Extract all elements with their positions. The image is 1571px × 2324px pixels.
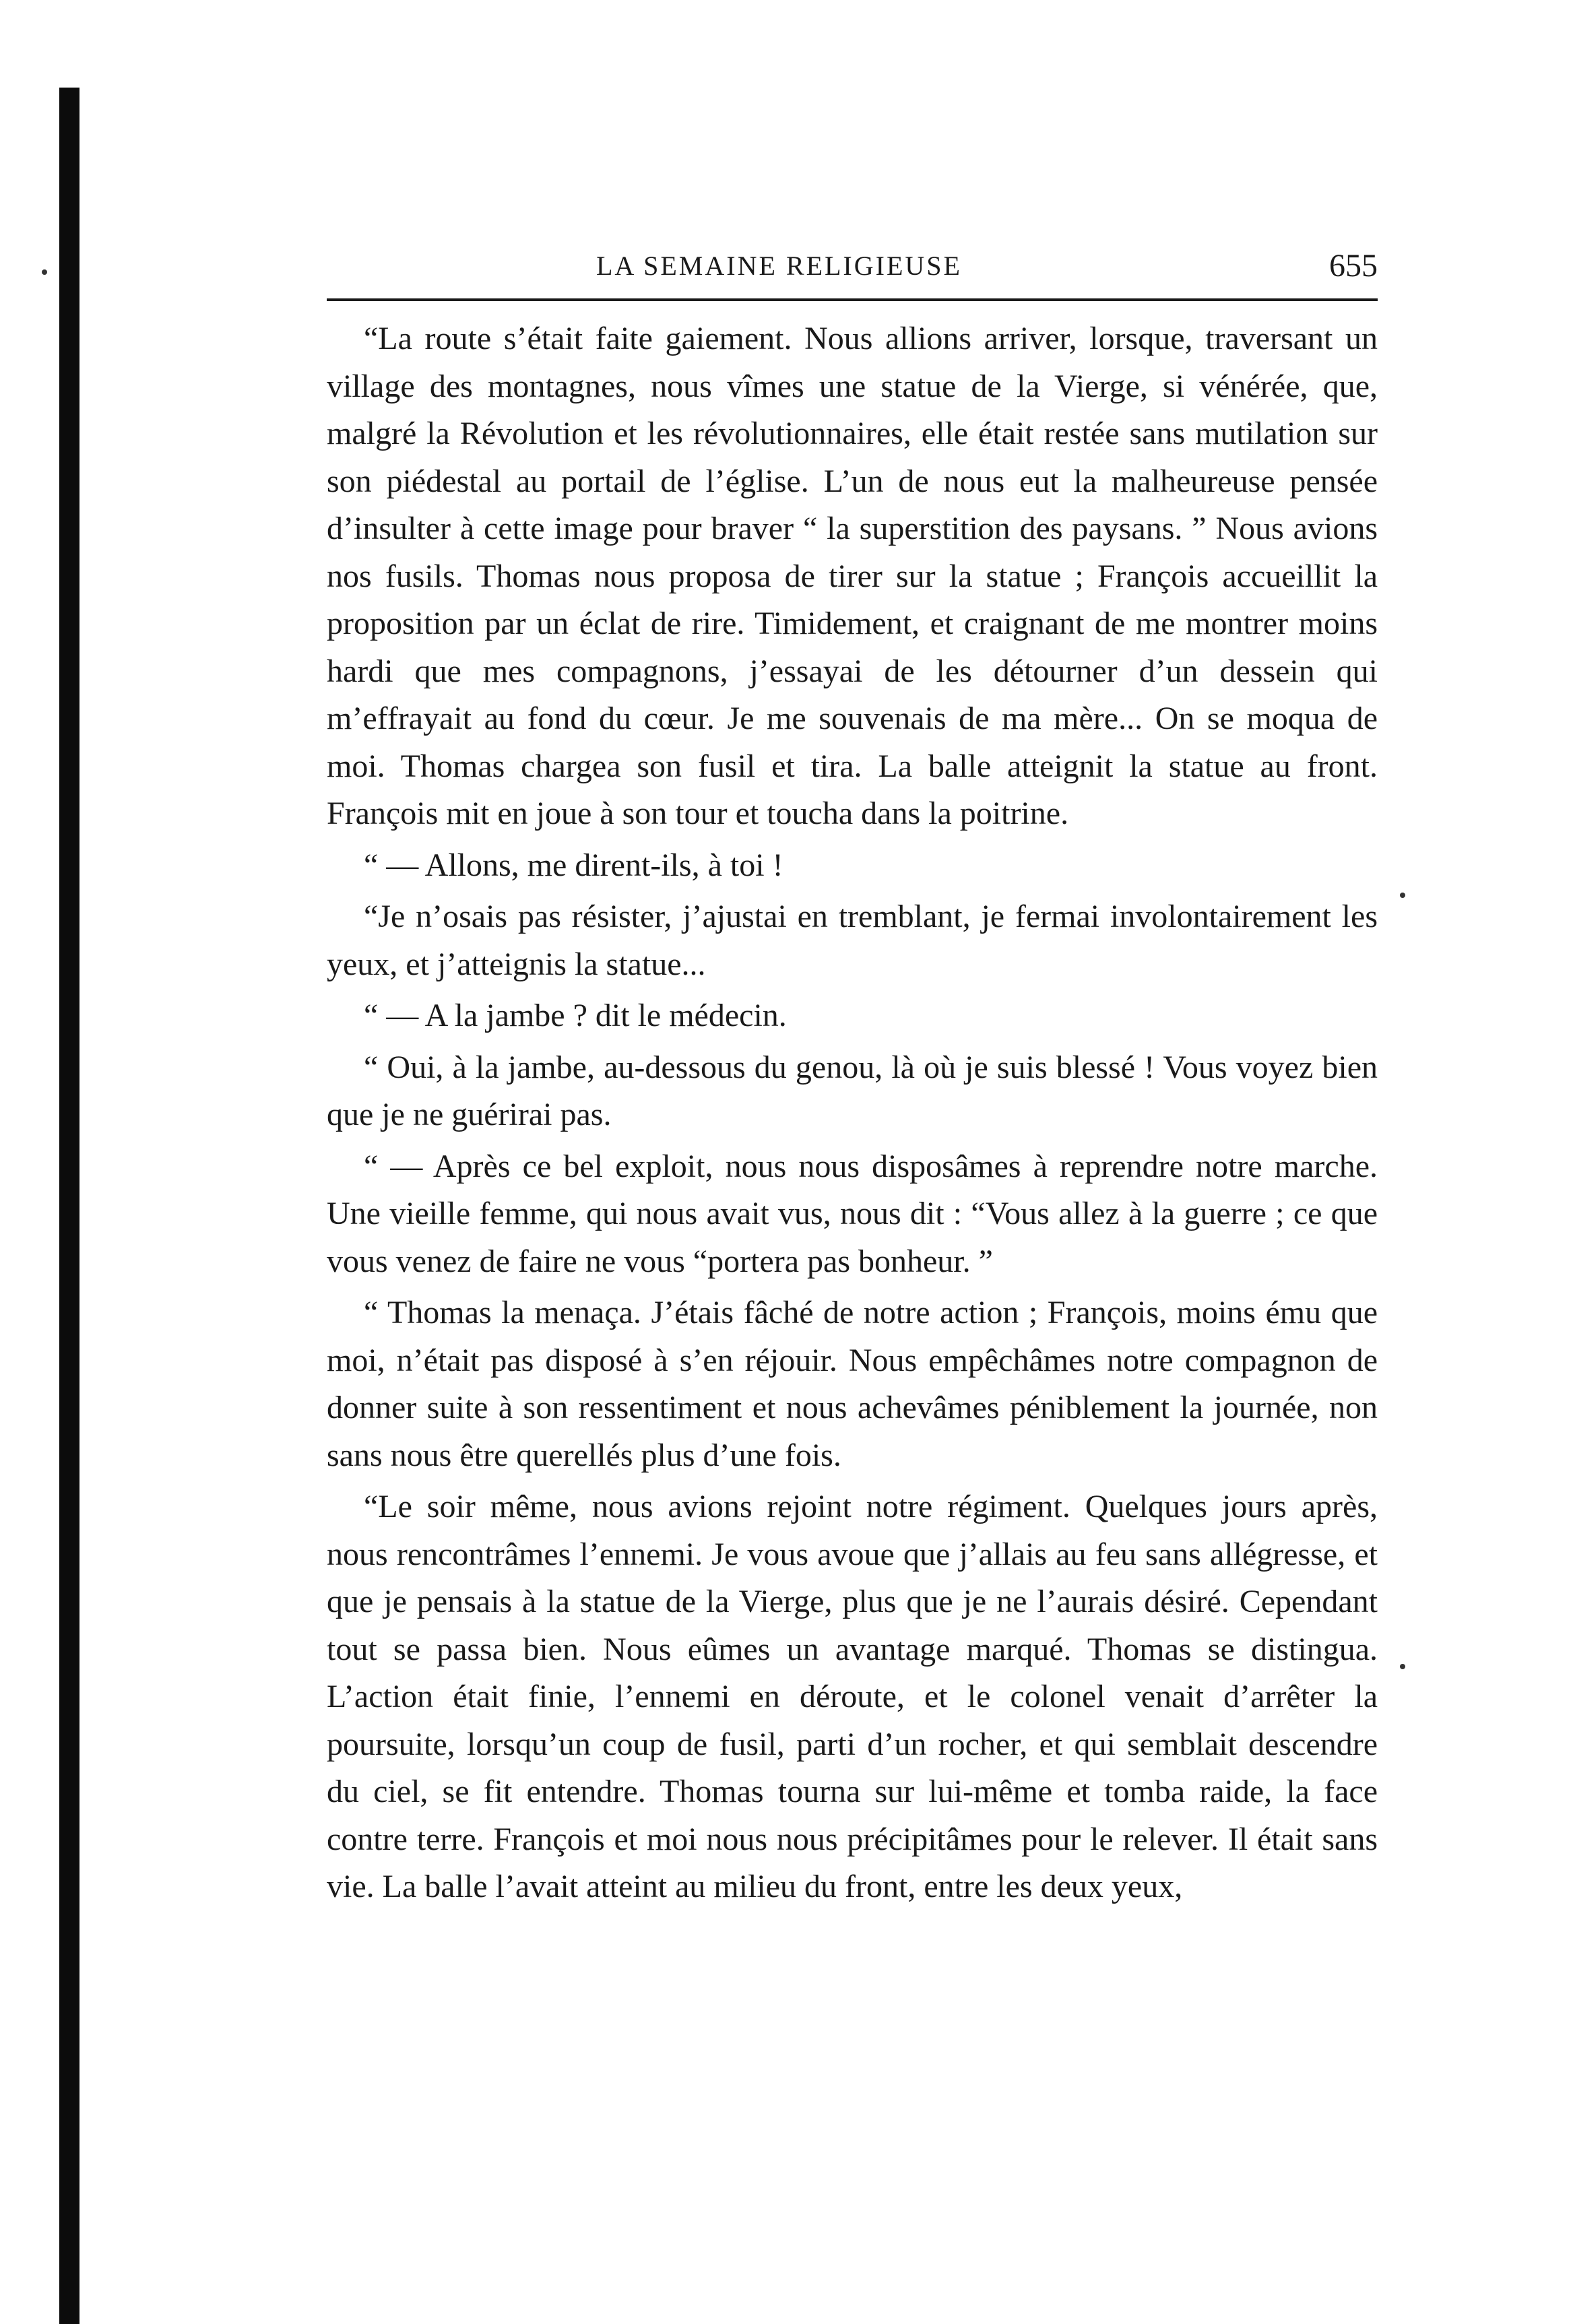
paragraph: “ Thomas la menaça. J’étais fâché de notre action ; François, moins ému que moi, n’était pas disposé à s’en réjouir. Nous empêchâmes notre compagnon de donner suite à son ressentiment et nous achevâmes péniblement la journée, non sans nous être querellés plus d’une fois. bbox=[327, 1295, 1378, 1473]
body-text bbox=[327, 315, 1378, 1915]
paragraph: “La route s’était faite gaiement. Nous allions arriver, lorsque, traversant un village des montagnes, nous vîmes une statue de la Vierge, si vénérée, que, malgré la Révolution et les révolutionnaires, elle était restée sans mutilation sur son piédestal au portail de l’église. L’un de nous eut la malheureuse pensée d’insulter à cette image pour braver “ la superstition des paysans. ” Nous avions nos fusils. Thomas nous proposa de tirer sur la statue ; François accueillit la proposition par un éclat de rire. Timidement, et craignant de me montrer moins hardi que mes compagnons, j’essayai de les détourner d’un dessein qui m’effrayait au fond du cœur. Je me souvenais de ma mère... On se moqua de moi. Thomas chargea son fusil et tira. La balle atteignit la statue au front. François mit en joue à son tour et toucha dans la poitrine. bbox=[327, 321, 1378, 831]
paragraph: “Je n’osais pas résister, j’ajustai en tremblant, je fermai involontairement les yeux, et j’atteignis la statue... bbox=[327, 899, 1378, 982]
paragraph: “ Oui, à la jambe, au-dessous du genou, là où je suis blessé ! Vous voyez bien que je ne guérirai pas. bbox=[327, 1049, 1378, 1132]
paragraph: “ — Après ce bel exploit, nous nous disposâmes à reprendre notre marche. Une vieille femme, qui nous avait vus, nous dit : “Vous allez à la guerre ; ce que vous venez de faire ne vous “portera pas bonheur. ” bbox=[327, 1148, 1378, 1279]
scan-speck bbox=[1400, 1664, 1405, 1669]
paragraph: “ — A la jambe ? dit le médecin. bbox=[364, 998, 787, 1033]
paragraph: “ — Allons, me dirent-ils, à toi ! bbox=[364, 847, 783, 883]
page-binding-edge bbox=[59, 88, 79, 2324]
page-header bbox=[327, 243, 1378, 296]
running-title: LA SEMAINE RELIGIEUSE bbox=[596, 251, 962, 281]
header-rule bbox=[327, 298, 1378, 301]
page-number: 655 bbox=[1329, 248, 1378, 284]
paragraph: “Le soir même, nous avions rejoint notre régiment. Quelques jours après, nous rencontrâmes l’ennemi. Je vous avoue que j’allais au feu sans allégresse, et que je pensais à la statue de la Vierge, plus que je ne l’aurais désiré. Cependant tout se passa bien. Nous eûmes un avantage marqué. Thomas se distingua. L’action était finie, l’ennemi en déroute, et le colonel venait d’arrêter la poursuite, lorsqu’un coup de fusil, parti d’un rocher, et qui semblait descendre du ciel, se fit entendre. Thomas tourna sur lui-même et tomba raide, la face contre terre. François et moi nous nous précipitâmes pour le relever. Il était sans vie. La balle l’avait atteint au milieu du front, entre les deux yeux, bbox=[327, 1489, 1378, 1904]
scan-speck bbox=[42, 269, 47, 275]
scan-speck bbox=[1400, 893, 1405, 898]
